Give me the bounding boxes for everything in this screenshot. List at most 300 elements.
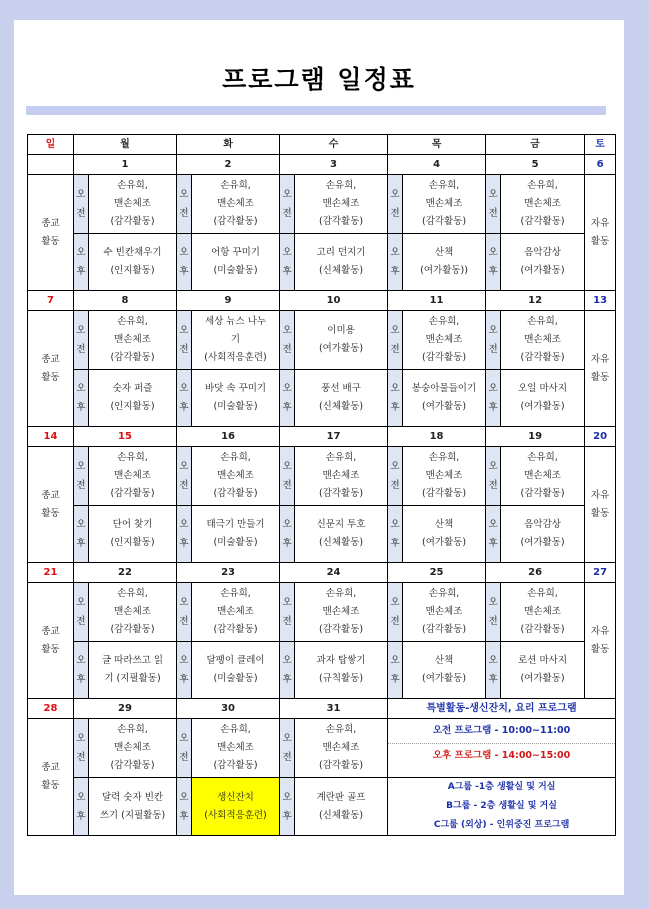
cell-line: 봉숭아물들이기 xyxy=(411,383,477,394)
marker-char: 전 xyxy=(488,480,498,491)
marker-char: 후 xyxy=(282,810,292,822)
cell-line: 로션 마사지 xyxy=(518,655,568,666)
pm-row xyxy=(28,234,616,291)
cell-line: 맨손체조 xyxy=(217,606,254,617)
cell-line: 손유희, xyxy=(117,724,148,735)
am-activity xyxy=(89,311,177,370)
marker-char: 후 xyxy=(76,810,86,822)
cell-line: 손유희, xyxy=(527,452,558,463)
free-activity-label xyxy=(585,311,616,427)
free-activity-label xyxy=(585,447,616,563)
cell-line: 글 따라쓰고 읽 xyxy=(101,655,164,666)
cell-line: (미술활동) xyxy=(213,537,258,548)
side-label-line: 활동 xyxy=(590,235,610,247)
cell-line: 생신잔치 xyxy=(217,791,254,803)
cell-line: 맨손체조 xyxy=(524,334,561,345)
pm-marker xyxy=(177,506,192,563)
date-row xyxy=(28,427,616,447)
side-label-line: 활동 xyxy=(590,643,610,655)
marker-char: 후 xyxy=(179,402,189,413)
pm-marker xyxy=(280,778,295,836)
cell-line: 풍선 배구 xyxy=(321,383,361,394)
date-row xyxy=(28,155,616,175)
side-label-line: 활동 xyxy=(41,507,60,519)
pm-activity xyxy=(295,370,388,427)
cell-line: 달팽이 클레이 xyxy=(206,655,265,666)
pm-marker xyxy=(74,234,89,291)
am-activity xyxy=(192,719,280,778)
cell-line: (감각활동) xyxy=(213,760,258,771)
cell-line: (감각활동) xyxy=(213,488,258,499)
am-activity xyxy=(89,447,177,506)
cell-line: (감각활동) xyxy=(520,624,565,635)
date-cell: 23 xyxy=(177,563,280,583)
page-title: 프로그램 일정표 xyxy=(222,65,416,94)
cell-line: 손유희, xyxy=(220,452,251,463)
date-cell: 13 xyxy=(585,291,616,311)
cell-line: (여가활동) xyxy=(520,265,565,276)
pm-activity xyxy=(89,370,177,427)
weekday-header: 토 xyxy=(585,135,616,155)
cell-line: 고리 던지기 xyxy=(316,247,366,258)
pm-marker xyxy=(486,642,501,699)
religious-activity-label xyxy=(28,447,74,563)
date-cell: 6 xyxy=(585,155,616,175)
cell-line: (신체활동) xyxy=(318,809,364,821)
cell-line: (감각활동) xyxy=(520,352,565,363)
pm-marker xyxy=(388,506,403,563)
weekday-header: 화 xyxy=(177,135,280,155)
date-cell: 8 xyxy=(74,291,177,311)
cell-line: 계란판 골프 xyxy=(316,791,366,803)
marker-char: 후 xyxy=(282,266,292,277)
am-marker xyxy=(388,583,403,642)
weekday-header: 수 xyxy=(280,135,388,155)
date-row xyxy=(28,699,616,719)
marker-char: 오 xyxy=(179,791,189,803)
marker-char: 전 xyxy=(488,208,498,219)
date-cell: 2 xyxy=(177,155,280,175)
cell-line: (미술활동) xyxy=(213,401,258,412)
cell-line: (감각활동) xyxy=(110,624,155,635)
weekday-header-row xyxy=(28,135,616,155)
cell-line: 손유희, xyxy=(428,180,460,191)
date-cell: 11 xyxy=(388,291,486,311)
marker-char: 오 xyxy=(76,519,86,530)
marker-char: 오 xyxy=(179,733,189,744)
religious-activity-label xyxy=(28,583,74,699)
am-activity xyxy=(89,719,177,778)
date-cell: 14 xyxy=(28,427,74,447)
date-cell: 26 xyxy=(486,563,585,583)
pm-activity xyxy=(501,642,585,699)
cell-line: 손유희, xyxy=(428,588,460,599)
marker-char: 전 xyxy=(76,480,86,491)
date-row xyxy=(28,563,616,583)
religious-activity-label xyxy=(28,175,74,291)
date-cell: 24 xyxy=(280,563,388,583)
marker-char: 오 xyxy=(179,597,189,608)
program-times xyxy=(388,719,616,778)
pm-activity xyxy=(89,234,177,291)
cell-line: 어항 꾸미기 xyxy=(211,247,260,258)
am-activity xyxy=(295,719,388,778)
marker-char: 오 xyxy=(282,791,292,803)
date-cell: 25 xyxy=(388,563,486,583)
cell-line: 손유희, xyxy=(117,452,148,463)
cell-line: 맨손체조 xyxy=(322,198,360,209)
date-cell: 28 xyxy=(28,699,74,719)
pm-activity xyxy=(501,370,585,427)
marker-char: 오 xyxy=(76,597,86,608)
cell-line: (미술활동) xyxy=(213,673,258,684)
marker-char: 전 xyxy=(282,480,292,491)
am-marker xyxy=(280,311,295,370)
pm-marker xyxy=(388,234,403,291)
side-label-line: 종교 xyxy=(41,762,60,773)
am-activity xyxy=(295,447,388,506)
date-cell: 4 xyxy=(388,155,486,175)
marker-char: 오 xyxy=(282,325,292,336)
pm-activity xyxy=(403,506,486,563)
marker-char: 후 xyxy=(390,266,400,277)
pm-activity xyxy=(403,370,486,427)
cell-line: 맨손체조 xyxy=(322,606,360,617)
side-label-line: 종교 xyxy=(41,489,60,501)
am-marker xyxy=(388,175,403,234)
date-cell: 18 xyxy=(388,427,486,447)
cell-line: 달력 숫자 빈칸 xyxy=(101,791,164,803)
date-cell: 1 xyxy=(74,155,177,175)
cell-line: 음악감상 xyxy=(524,519,561,530)
pm-activity xyxy=(501,506,585,563)
side-label-line: 활동 xyxy=(41,643,60,655)
cell-line: 바닷 속 꾸미기 xyxy=(204,383,267,394)
am-activity xyxy=(89,583,177,642)
religious-activity-label xyxy=(28,311,74,427)
marker-char: 후 xyxy=(282,538,292,549)
am-marker xyxy=(177,447,192,506)
marker-char: 오 xyxy=(76,733,86,744)
side-label-line: 종교 xyxy=(41,217,60,229)
am-marker xyxy=(280,447,295,506)
marker-char: 오 xyxy=(76,655,86,666)
schedule-page xyxy=(14,20,624,895)
date-cell: 30 xyxy=(177,699,280,719)
am-activity xyxy=(89,175,177,234)
pm-activity xyxy=(403,234,486,291)
pm-marker xyxy=(486,234,501,291)
cell-line: (신체활동) xyxy=(318,401,364,412)
pm-marker xyxy=(486,370,501,427)
cell-line: 손유희, xyxy=(428,452,460,463)
pm-marker xyxy=(486,506,501,563)
date-cell: 12 xyxy=(486,291,585,311)
weekday-header: 월 xyxy=(74,135,177,155)
cell-line: 단어 찾기 xyxy=(112,519,153,530)
marker-char: 전 xyxy=(179,752,189,763)
marker-char: 전 xyxy=(282,344,292,355)
marker-char: 오 xyxy=(76,383,86,394)
am-marker xyxy=(486,311,501,370)
marker-char: 오 xyxy=(76,461,86,472)
cell-line: 손유희, xyxy=(325,724,357,735)
date-cell: 5 xyxy=(486,155,585,175)
am-marker xyxy=(74,719,89,778)
am-activity xyxy=(192,311,280,370)
marker-char: 전 xyxy=(488,616,498,627)
cell-line: 손유희, xyxy=(527,588,558,599)
marker-char: 오 xyxy=(76,247,86,258)
cell-line: 맨손체조 xyxy=(425,198,463,209)
cell-line: (여가활동) xyxy=(421,401,467,412)
marker-char: 오 xyxy=(488,383,498,394)
date-cell: 10 xyxy=(280,291,388,311)
side-label-line: 자유 xyxy=(590,489,610,501)
marker-char: 오 xyxy=(282,189,292,200)
pm-marker xyxy=(74,778,89,836)
cell-line: 손유희, xyxy=(527,316,558,327)
cell-line: (사회적응훈련) xyxy=(204,352,267,363)
cell-line: 손유희, xyxy=(527,180,558,191)
date-cell: 9 xyxy=(177,291,280,311)
am-marker xyxy=(177,311,192,370)
am-marker xyxy=(177,175,192,234)
marker-char: 전 xyxy=(282,208,292,219)
weekday-header: 일 xyxy=(28,135,74,155)
cell-line: (감각활동) xyxy=(421,352,467,363)
pm-marker xyxy=(177,642,192,699)
group-line: A그룹 -1층 생활실 및 거실 xyxy=(447,782,556,792)
marker-char: 후 xyxy=(179,810,189,822)
marker-char: 전 xyxy=(179,208,189,219)
pm-activity xyxy=(192,370,280,427)
cell-line: 손유희, xyxy=(220,588,251,599)
cell-line: 손유희, xyxy=(325,452,357,463)
pm-marker xyxy=(74,642,89,699)
cell-line: 맨손체조 xyxy=(114,742,151,753)
cell-line: (신체활동) xyxy=(318,537,364,548)
cell-line: (여가활동) xyxy=(421,673,467,684)
marker-char: 오 xyxy=(390,247,400,258)
am-activity xyxy=(501,311,585,370)
pm-marker xyxy=(177,778,192,836)
marker-char: 전 xyxy=(76,208,86,219)
am-program-time: 오전 프로그램 - 10:00~11:00 xyxy=(388,719,615,744)
cell-line: (감각활동) xyxy=(318,216,364,227)
date-cell: 27 xyxy=(585,563,616,583)
cell-line: (규칙활동) xyxy=(318,673,364,684)
marker-char: 전 xyxy=(282,752,292,763)
marker-char: 후 xyxy=(488,538,498,549)
cell-line: 오일 마사지 xyxy=(518,383,568,394)
special-activity-title: 특별활동-생신잔치, 요리 프로그램 xyxy=(388,699,616,719)
cell-line: 과자 탑쌓기 xyxy=(316,655,366,666)
date-cell: 29 xyxy=(74,699,177,719)
marker-char: 오 xyxy=(179,189,189,200)
marker-char: 오 xyxy=(390,325,400,336)
cell-line: 세상 뉴스 나누 xyxy=(204,316,267,327)
marker-char: 전 xyxy=(282,616,292,627)
marker-char: 전 xyxy=(390,208,400,219)
side-label-line: 자유 xyxy=(590,217,610,229)
cell-line: 손유희, xyxy=(117,316,148,327)
pm-activity xyxy=(192,234,280,291)
side-label-line: 활동 xyxy=(41,780,60,791)
marker-char: 후 xyxy=(179,266,189,277)
marker-char: 오 xyxy=(282,519,292,530)
marker-char: 오 xyxy=(488,519,498,530)
am-marker xyxy=(177,583,192,642)
cell-line: 맨손체조 xyxy=(425,470,463,481)
cell-line: (감각활동) xyxy=(213,216,258,227)
cell-line: 손유희, xyxy=(220,724,251,735)
am-activity xyxy=(295,311,388,370)
am-marker xyxy=(74,447,89,506)
group-line: C그룹 (외상) - 인위중진 프로그램 xyxy=(433,820,570,830)
marker-char: 전 xyxy=(179,480,189,491)
cell-line: 맨손체조 xyxy=(114,606,151,617)
cell-line: 맨손체조 xyxy=(322,742,360,753)
date-cell: 17 xyxy=(280,427,388,447)
marker-char: 오 xyxy=(282,733,292,744)
am-activity xyxy=(192,447,280,506)
cell-line: (감각활동) xyxy=(110,352,155,363)
am-activity xyxy=(192,583,280,642)
cell-line: 맨손체조 xyxy=(114,198,151,209)
cell-line: 손유희, xyxy=(117,588,148,599)
cell-line: 맨손체조 xyxy=(114,470,151,481)
marker-char: 오 xyxy=(390,519,400,530)
cell-line: (감각활동) xyxy=(110,216,155,227)
cell-line: (인지활동) xyxy=(110,265,155,276)
marker-char: 오 xyxy=(390,189,400,200)
pm-marker xyxy=(74,506,89,563)
marker-char: 전 xyxy=(179,616,189,627)
cell-line: 맨손체조 xyxy=(524,470,561,481)
am-activity xyxy=(192,175,280,234)
cell-line: (여가활동)) xyxy=(420,265,468,276)
title-underline-bar xyxy=(26,106,606,115)
pm-marker xyxy=(388,642,403,699)
marker-char: 전 xyxy=(488,344,498,355)
marker-char: 오 xyxy=(282,383,292,394)
marker-char: 오 xyxy=(179,519,189,530)
weekday-header: 금 xyxy=(486,135,585,155)
marker-char: 오 xyxy=(488,247,498,258)
marker-char: 후 xyxy=(390,538,400,549)
pm-row xyxy=(28,642,616,699)
marker-char: 오 xyxy=(179,383,189,394)
cell-line: (사회적응훈련) xyxy=(204,809,267,821)
pm-activity xyxy=(295,234,388,291)
marker-char: 전 xyxy=(390,480,400,491)
am-marker xyxy=(388,447,403,506)
marker-char: 후 xyxy=(76,266,86,277)
cell-line: 맨손체조 xyxy=(425,334,463,345)
pm-marker xyxy=(74,370,89,427)
marker-char: 오 xyxy=(390,655,400,666)
pm-program-time: 오후 프로그램 - 14:00~15:00 xyxy=(432,750,571,761)
pm-row xyxy=(28,506,616,563)
marker-char: 오 xyxy=(488,189,498,200)
marker-char: 후 xyxy=(488,674,498,685)
date-cell: 3 xyxy=(280,155,388,175)
pm-row xyxy=(28,370,616,427)
am-activity xyxy=(501,583,585,642)
cell-line: (감각활동) xyxy=(213,624,258,635)
am-marker xyxy=(280,175,295,234)
religious-activity-label xyxy=(28,719,74,836)
date-cell: 22 xyxy=(74,563,177,583)
marker-char: 후 xyxy=(179,674,189,685)
cell-line: (미술활동) xyxy=(213,265,258,276)
side-label-line: 종교 xyxy=(41,625,60,637)
am-marker xyxy=(74,583,89,642)
cell-line: 산책 xyxy=(434,655,454,666)
marker-char: 오 xyxy=(179,247,189,258)
cell-line: (감각활동) xyxy=(520,488,565,499)
marker-char: 후 xyxy=(76,402,86,413)
cell-line: 손유희, xyxy=(428,316,460,327)
cell-line: (인지활동) xyxy=(110,401,155,412)
pm-marker xyxy=(280,234,295,291)
marker-char: 오 xyxy=(282,247,292,258)
side-label-line: 활동 xyxy=(41,371,60,383)
date-cell: 21 xyxy=(28,563,74,583)
cell-line: (여가활동) xyxy=(421,537,467,548)
cell-line: (신체활동) xyxy=(318,265,364,276)
marker-char: 오 xyxy=(488,597,498,608)
date-row xyxy=(28,291,616,311)
date-cell: 16 xyxy=(177,427,280,447)
am-activity xyxy=(295,175,388,234)
cell-line: 맨손체조 xyxy=(217,470,254,481)
am-activity xyxy=(501,447,585,506)
marker-char: 오 xyxy=(76,189,86,200)
am-row xyxy=(28,175,616,234)
marker-char: 후 xyxy=(488,266,498,277)
cell-line: (감각활동) xyxy=(421,488,467,499)
cell-line: 수 빈칸채우기 xyxy=(103,247,162,258)
date-cell: 31 xyxy=(280,699,388,719)
marker-char: 후 xyxy=(282,674,292,685)
am-marker xyxy=(74,175,89,234)
am-marker xyxy=(177,719,192,778)
cell-line: (감각활동) xyxy=(110,760,155,771)
pm-activity xyxy=(295,778,388,836)
marker-char: 전 xyxy=(179,344,189,355)
marker-char: 전 xyxy=(390,616,400,627)
marker-char: 전 xyxy=(76,344,86,355)
side-label-line: 활동 xyxy=(590,507,610,519)
cell-line: 손유희, xyxy=(325,588,357,599)
am-marker xyxy=(388,311,403,370)
date-cell xyxy=(28,155,74,175)
cell-line: 산책 xyxy=(434,519,454,530)
marker-char: 오 xyxy=(282,461,292,472)
cell-line: 기 xyxy=(230,334,241,345)
cell-line: 맨손체조 xyxy=(322,470,360,481)
pm-marker xyxy=(177,370,192,427)
cell-line: (감각활동) xyxy=(520,216,565,227)
cell-line: 태극기 만들기 xyxy=(206,519,265,530)
marker-char: 후 xyxy=(390,674,400,685)
side-label-line: 자유 xyxy=(590,353,610,365)
marker-char: 오 xyxy=(179,325,189,336)
marker-char: 전 xyxy=(390,344,400,355)
marker-char: 오 xyxy=(282,597,292,608)
